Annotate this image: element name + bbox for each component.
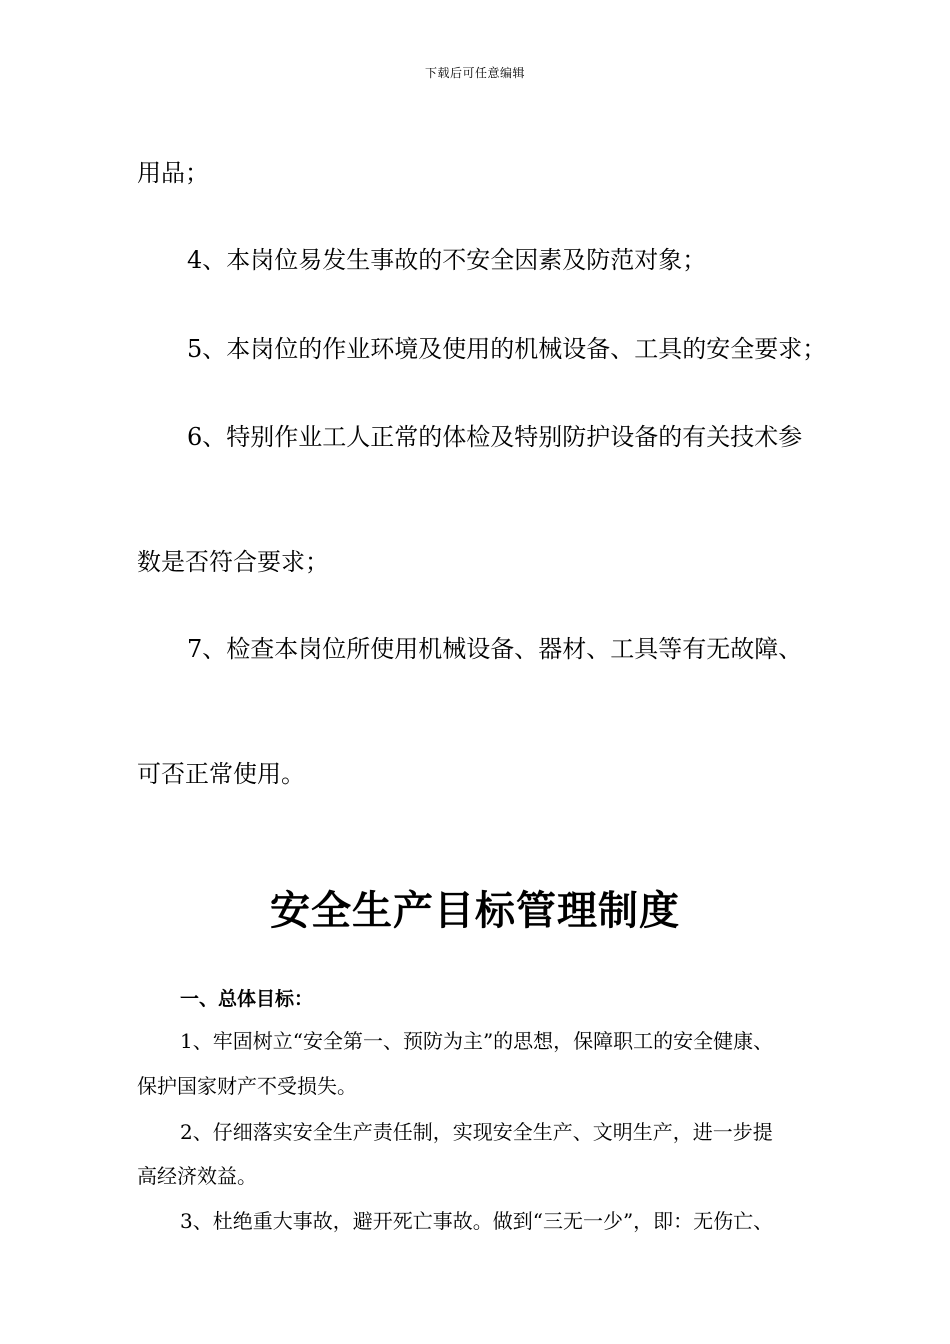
page-header-watermark: 下载后可任意编辑: [424, 66, 525, 80]
body-line-item-6-cont: 数是否符合要求；: [137, 548, 329, 576]
paragraph-1-line-2: 保护国家财产不受损失。: [137, 1074, 357, 1098]
body-line-1: 用品；: [137, 159, 209, 187]
body-line-item-4: 4、本岗位易发生事故的不安全因素及防范对象；: [187, 246, 707, 274]
section-title: 安全生产目标管理制度: [270, 888, 680, 934]
section-heading: 一、总体目标：: [180, 988, 314, 1010]
paragraph-2-line-1: 2、仔细落实安全生产责任制，实现安全生产、文明生产，进一步提: [180, 1120, 773, 1144]
paragraph-1-line-1: 1、牢固树立“安全第一、预防为主”的思想，保障职工的安全健康、: [180, 1029, 774, 1053]
body-line-item-7-cont: 可否正常使用。: [137, 760, 305, 788]
body-line-item-5: 5、本岗位的作业环境及使用的机械设备、工具的安全要求；: [187, 335, 827, 363]
body-line-item-7: 7、检查本岗位所使用机械设备、器材、工具等有无故障、: [187, 635, 803, 663]
paragraph-3-line-1: 3、杜绝重大事故，避开死亡事故。做到“三无一少”，即：无伤亡、: [180, 1209, 774, 1233]
body-line-item-6: 6、特别作业工人正常的体检及特别防护设备的有关技术参: [187, 423, 803, 451]
paragraph-2-line-2: 高经济效益。: [137, 1164, 257, 1188]
